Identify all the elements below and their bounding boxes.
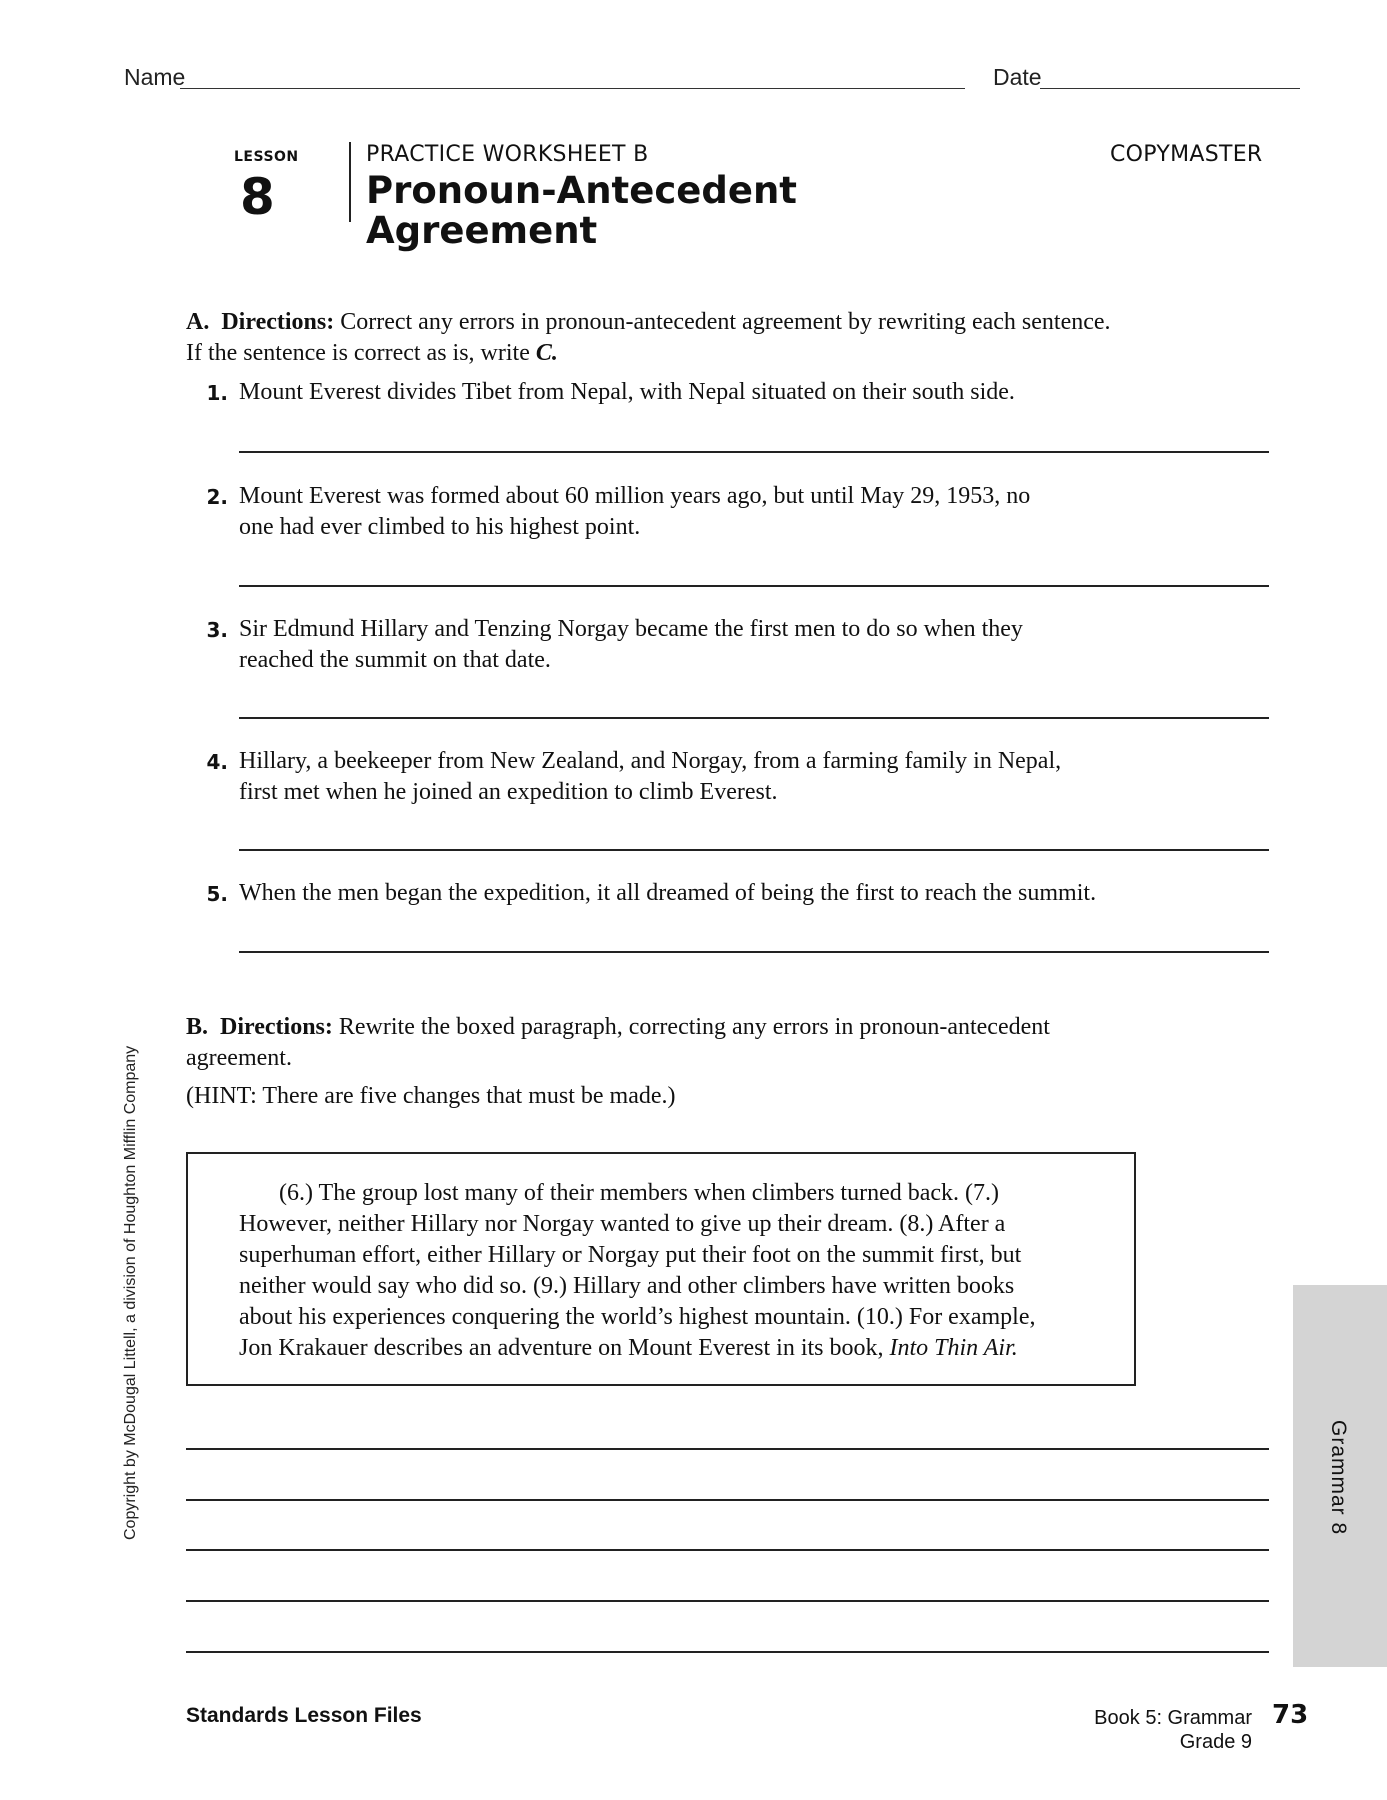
footer-grade-label: Grade 9: [1179, 1731, 1252, 1753]
box-line-2: However, neither Hillary nor Norgay wanted to give up their dream. (8.) After a: [239, 1211, 1006, 1237]
item-text-1: Mount Everest divides Tibet from Nepal, with Nepal situated on their south side.: [239, 379, 1015, 405]
section-a-correct-marker: C.: [535, 340, 558, 366]
answer-line-1[interactable]: [239, 451, 1269, 453]
rewrite-line-2[interactable]: [186, 1499, 1269, 1501]
side-tab-label: Grammar 8: [1327, 1420, 1350, 1536]
section-a-directions: [186, 307, 1116, 369]
copyright-notice: Copyright by McDougal Littell, a division of Houghton Mifflin Company: [122, 1045, 139, 1540]
section-a-directions-label: Directions:: [221, 309, 335, 335]
item-text-3a: Sir Edmund Hillary and Tenzing Norgay became the first men to do so when they: [239, 616, 1023, 642]
section-b-directions: [186, 1012, 1146, 1074]
box-line-6: [239, 1333, 1018, 1364]
page-title-line1: Pronoun-Antecedent: [366, 169, 797, 212]
section-b-hint: (HINT: There are five changes that must be made.): [186, 1083, 676, 1109]
answer-line-5[interactable]: [239, 951, 1269, 953]
answer-line-2[interactable]: [239, 585, 1269, 587]
footer-book-label: Book 5: Grammar: [1094, 1707, 1252, 1729]
box-line-1: (6.) The group lost many of their members when climbers turned back. (7.): [279, 1180, 1000, 1206]
item-text-4b: first met when he joined an expedition to climb Everest.: [239, 779, 778, 805]
item-number-3: 3.: [206, 618, 228, 642]
rewrite-line-5[interactable]: [186, 1651, 1269, 1653]
section-b-letter: B.: [186, 1014, 209, 1040]
lesson-label: LESSON: [234, 149, 299, 165]
section-a-letter: A.: [186, 309, 210, 335]
item-text-5: When the men began the expedition, it all dreamed of being the first to reach the summit.: [239, 880, 1097, 906]
name-label: Name: [124, 64, 186, 90]
answer-line-4[interactable]: [239, 849, 1269, 851]
section-b-directions-text: Rewrite the boxed paragraph, correcting any errors in pronoun-antecedent agreement.: [186, 1014, 1050, 1071]
date-label: Date: [993, 64, 1042, 90]
rewrite-line-1[interactable]: [186, 1448, 1269, 1450]
box-line-3: superhuman effort, either Hillary or Norgay put their foot on the summit first, but: [239, 1242, 1022, 1268]
rewrite-line-4[interactable]: [186, 1600, 1269, 1602]
name-field[interactable]: [180, 88, 965, 89]
box-line-4: neither would say who did so. (9.) Hillary and other climbers have written books: [239, 1273, 1015, 1299]
date-field[interactable]: [1040, 88, 1300, 89]
section-a-directions-text: Correct any errors in pronoun-antecedent agreement by rewriting each sentence. If the sentence is correct as is, write: [186, 309, 1111, 366]
item-number-5: 5.: [206, 882, 228, 906]
item-number-2: 2.: [206, 485, 228, 509]
footer-series: Standards Lesson Files: [186, 1704, 422, 1727]
item-text-2a: Mount Everest was formed about 60 million years ago, but until May 29, 1953, no: [239, 483, 1031, 509]
item-text-4a: Hillary, a beekeeper from New Zealand, and Norgay, from a farming family in Nepal,: [239, 748, 1062, 774]
book-title: Into Thin Air.: [889, 1335, 1018, 1361]
page-number: 73: [1272, 1700, 1309, 1730]
lesson-number: 8: [240, 168, 275, 226]
rewrite-line-3[interactable]: [186, 1549, 1269, 1551]
lesson-divider: [349, 142, 351, 222]
worksheet-label: PRACTICE WORKSHEET B: [366, 142, 649, 167]
answer-line-3[interactable]: [239, 717, 1269, 719]
item-text-3b: reached the summit on that date.: [239, 647, 551, 673]
box-line-6-text: Jon Krakauer describes an adventure on Mount Everest in its book,: [239, 1335, 890, 1361]
section-b-directions-label: Directions:: [220, 1014, 333, 1040]
item-number-4: 4.: [206, 750, 228, 774]
page-title-line2: Agreement: [366, 209, 598, 252]
item-number-1: 1.: [206, 381, 228, 405]
box-line-5: about his experiences conquering the world’s highest mountain. (10.) For example,: [239, 1304, 1036, 1330]
copymaster-label: COPYMASTER: [1110, 142, 1263, 167]
item-text-2b: one had ever climbed to his highest point.: [239, 514, 641, 540]
footer-book: [1040, 1706, 1252, 1754]
